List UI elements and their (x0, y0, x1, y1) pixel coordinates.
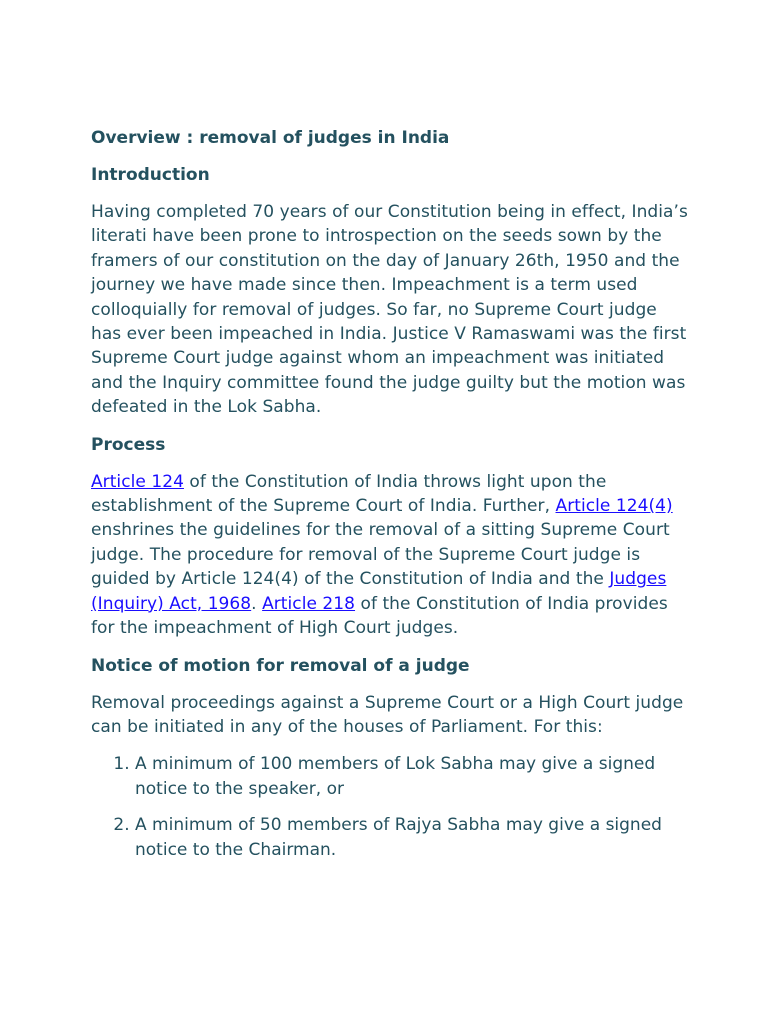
article-124-link[interactable]: Article 124 (91, 471, 184, 492)
list-item: 1. A minimum of 100 members of Lok Sabha may give a signed notice to the speaker, or (135, 752, 691, 801)
article-124-4-link[interactable]: Article 124(4) (555, 496, 673, 517)
notice-list (91, 752, 691, 862)
introduction-heading: Introduction (91, 165, 210, 185)
introduction-paragraph: Having completed 70 years of our Constitution being in effect, India’s literati have been prone to introspection on the seeds sown by the framers of our constitution on the day of January 26th, 1950 and the journey we have made since then. Impeachment is a term used colloquially for removal of judges. So far, no Supreme Court judge has ever been impeached in India. Justice V Ramaswami was the first Supreme Court judge against whom an impeachment was initiated and the Inquiry committee found the judge guilty but the motion was defeated in the Lok Sabha. (91, 202, 688, 418)
process-text-4: of the Constitution of India provides for the impeachment of High Court judges. (91, 593, 668, 639)
process-text-3: . (251, 593, 263, 614)
process-text-1: of the Constitution of India throws light upon the establishment of the Supreme Court of India. Further, (91, 471, 607, 517)
notice-paragraph: Removal proceedings against a Supreme Court or a High Court judge can be initiated in any of the houses of Parliament. For this: (91, 692, 684, 737)
process-heading: Process (91, 434, 166, 455)
judges-inquiry-act-link[interactable]: Judges (Inquiry) Act, 1968 (91, 569, 667, 614)
list-item: 2. A minimum of 50 members of Rajya Sabha may give a signed notice to the Chairman. (135, 813, 691, 862)
process-text-2: enshrines the guidelines for the removal of a sitting Supreme Court judge. The procedure for removal of the Supreme Court judge is guided by Article 124(4) of the Constitution of India and the (91, 520, 670, 590)
document-page (91, 126, 691, 874)
article-218-link[interactable]: Article 218 (262, 593, 356, 614)
process-paragraph (91, 470, 691, 641)
document-title: Overview : removal of judges in India (91, 128, 450, 148)
notice-heading: Notice of motion for removal of a judge (91, 655, 470, 676)
